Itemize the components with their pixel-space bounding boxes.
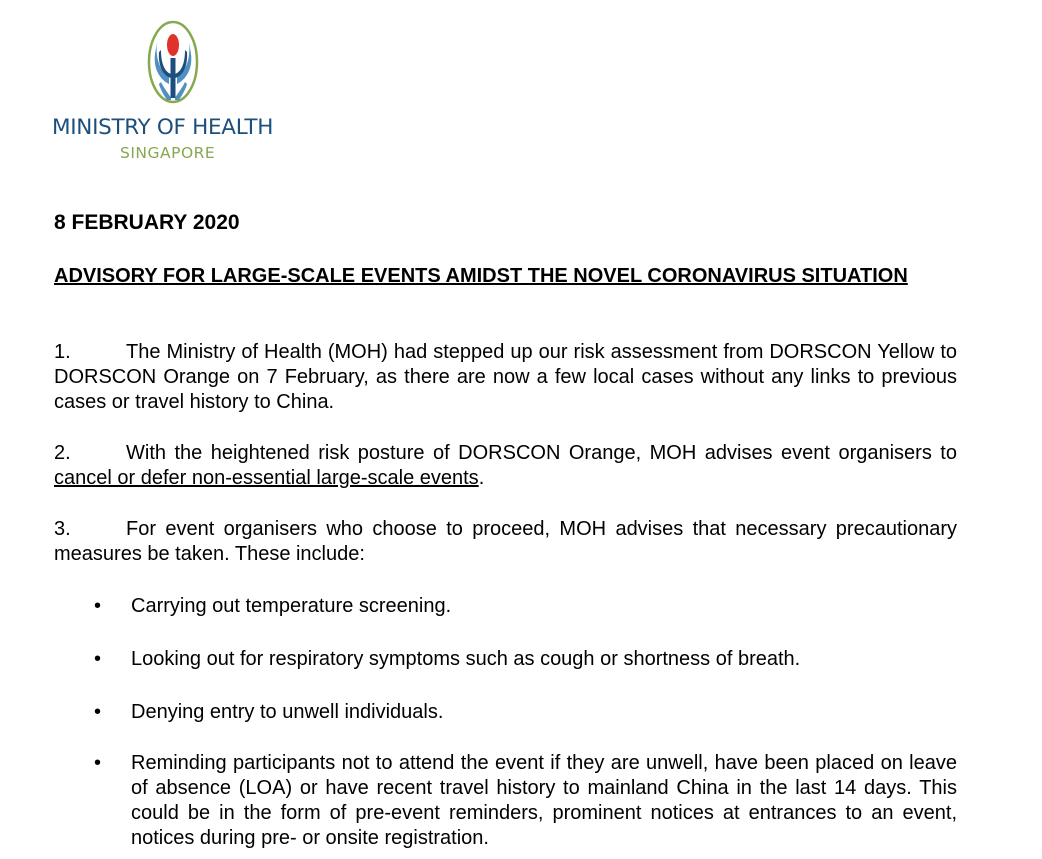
document-title: ADVISORY FOR LARGE-SCALE EVENTS AMIDST THE NOVEL CORONAVIRUS SITUATION: [54, 265, 908, 287]
bullet-icon: •: [94, 701, 102, 723]
paragraph-number: 3.: [54, 518, 71, 540]
paragraph-text: With the heightened risk posture of DORSCON Orange, MOH advises event organisers to: [126, 442, 957, 464]
list-item: [54, 751, 957, 851]
paragraph-text: For event organisers who choose to proceed, MOH advises that necessary precautionary measures be taken. These include:: [54, 518, 957, 565]
list-item: [54, 594, 957, 619]
paragraph-2: [54, 441, 957, 491]
list-item-text: Carrying out temperature screening.: [131, 595, 452, 617]
underlined-advice: cancel or defer non-essential large-scale events: [54, 467, 479, 489]
document-date: 8 FEBRUARY 2020: [54, 211, 240, 234]
bullet-icon: •: [94, 595, 102, 617]
logo-org-name: MINISTRY OF HEALTH: [52, 115, 274, 140]
list-item: [54, 700, 957, 725]
bullet-icon: •: [94, 648, 102, 670]
paragraph-number: 2.: [54, 442, 71, 464]
paragraph-text-end: .: [478, 467, 485, 489]
paragraph-3: [54, 517, 957, 567]
moh-emblem-icon: [147, 20, 199, 104]
paragraph-1: [54, 340, 957, 415]
bullet-icon: •: [94, 752, 102, 774]
paragraph-text: The Ministry of Health (MOH) had stepped up our risk assessment from DORSCON Yellow to DORSCON Orange on 7 February, as there are now a few local cases without any links to previous cases or travel history to China.: [54, 341, 957, 413]
logo-country: SINGAPORE: [120, 144, 216, 162]
paragraph-number: 1.: [54, 341, 71, 363]
list-item: [54, 647, 957, 672]
list-item-text: Looking out for respiratory symptoms such as cough or shortness of breath.: [131, 648, 801, 670]
list-item-text: Reminding participants not to attend the event if they are unwell, have been placed on leave of absence (LOA) or have recent travel history to mainland China in the last 14 days. This could be in the form of pre-event reminders, prominent notices at entrances to an event, notices during pre- or onsite registration.: [131, 752, 957, 849]
list-item-text: Denying entry to unwell individuals.: [131, 701, 444, 723]
